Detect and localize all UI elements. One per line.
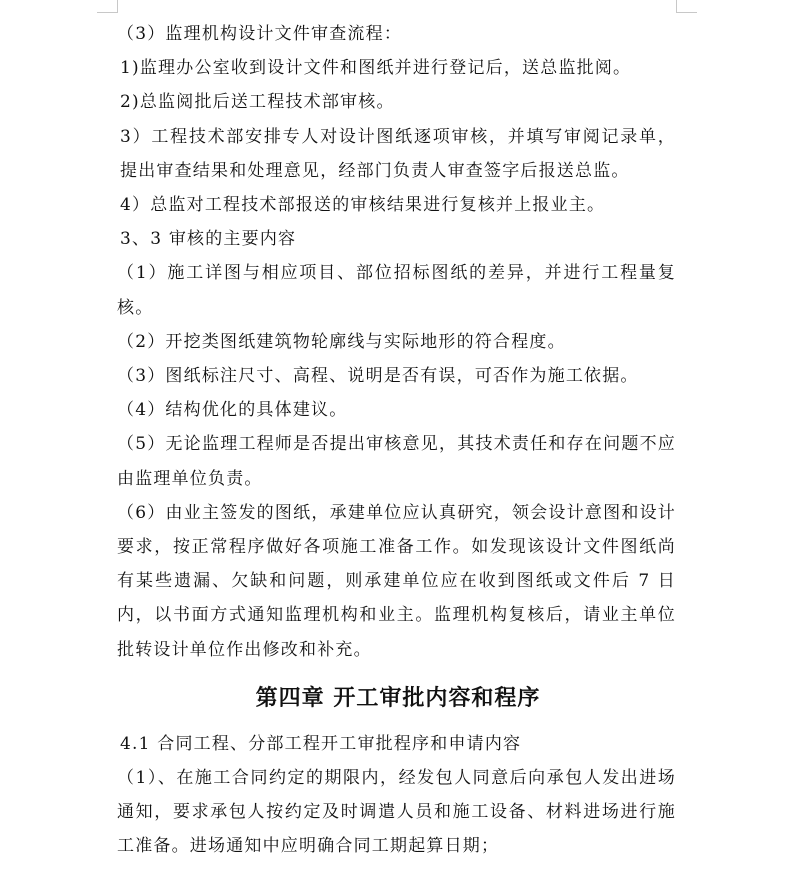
section-heading: 3、3 审核的主要内容 xyxy=(120,229,297,250)
paragraph: （1）施工详图与相应项目、部位招标图纸的差异，并进行工程量复核。 xyxy=(117,263,676,318)
document-page xyxy=(117,17,676,864)
paragraph: （6）由业主签发的图纸，承建单位应认真研究，领会设计意图和设计要求，按正常程序做好各项施工准备工作。如发现该设计文件图纸尚有某些遗漏、欠缺和问题，则承建单位应在收到图纸或文件后 7 日内，以书面方式通知监理机构和业主。监理机构复核后，请业主单位批转设计单位作出修改和补充。 xyxy=(117,502,676,660)
paragraph: （3）监理机构设计文件审查流程： xyxy=(117,24,403,44)
paragraph: （3）图纸标注尺寸、高程、说明是否有误，可否作为施工依据。 xyxy=(117,366,639,387)
crop-mark-top-left xyxy=(97,0,118,13)
crop-mark-top-right xyxy=(676,0,697,13)
paragraph: （4）结构优化的具体建议。 xyxy=(117,400,348,421)
paragraph: （1）、在施工合同约定的期限内，经发包人同意后向承包人发出进场通知，要求承包人按约定及时调遣人员和施工设备、材料进场进行施工准备。进场通知中应明确合同工期起算日期； xyxy=(117,768,676,857)
paragraph: 1)监理办公室收到设计文件和图纸并进行登记后，送总监批阅。 xyxy=(120,58,632,79)
paragraph: 2)总监阅批后送工程技术部审核。 xyxy=(120,92,395,113)
section-heading: 4.1 合同工程、分部工程开工审批程序和申请内容 xyxy=(120,733,522,754)
chapter-title: 第四章 开工审批内容和程序 xyxy=(255,684,541,711)
paragraph: 3）工程技术部安排专人对设计图纸逐项审核，并填写审阅记录单，提出审查结果和处理意见，经部门负责人审查签字后报送总监。 xyxy=(120,126,676,181)
paragraph: 4）总监对工程技术部报送的审核结果进行复核并上报业主。 xyxy=(120,195,606,216)
paragraph: （5）无论监理工程师是否提出审核意见，其技术责任和存在问题不应由监理单位负责。 xyxy=(117,434,676,489)
paragraph: （2）开挖类图纸建筑物轮廓线与实际地形的符合程度。 xyxy=(117,331,566,352)
